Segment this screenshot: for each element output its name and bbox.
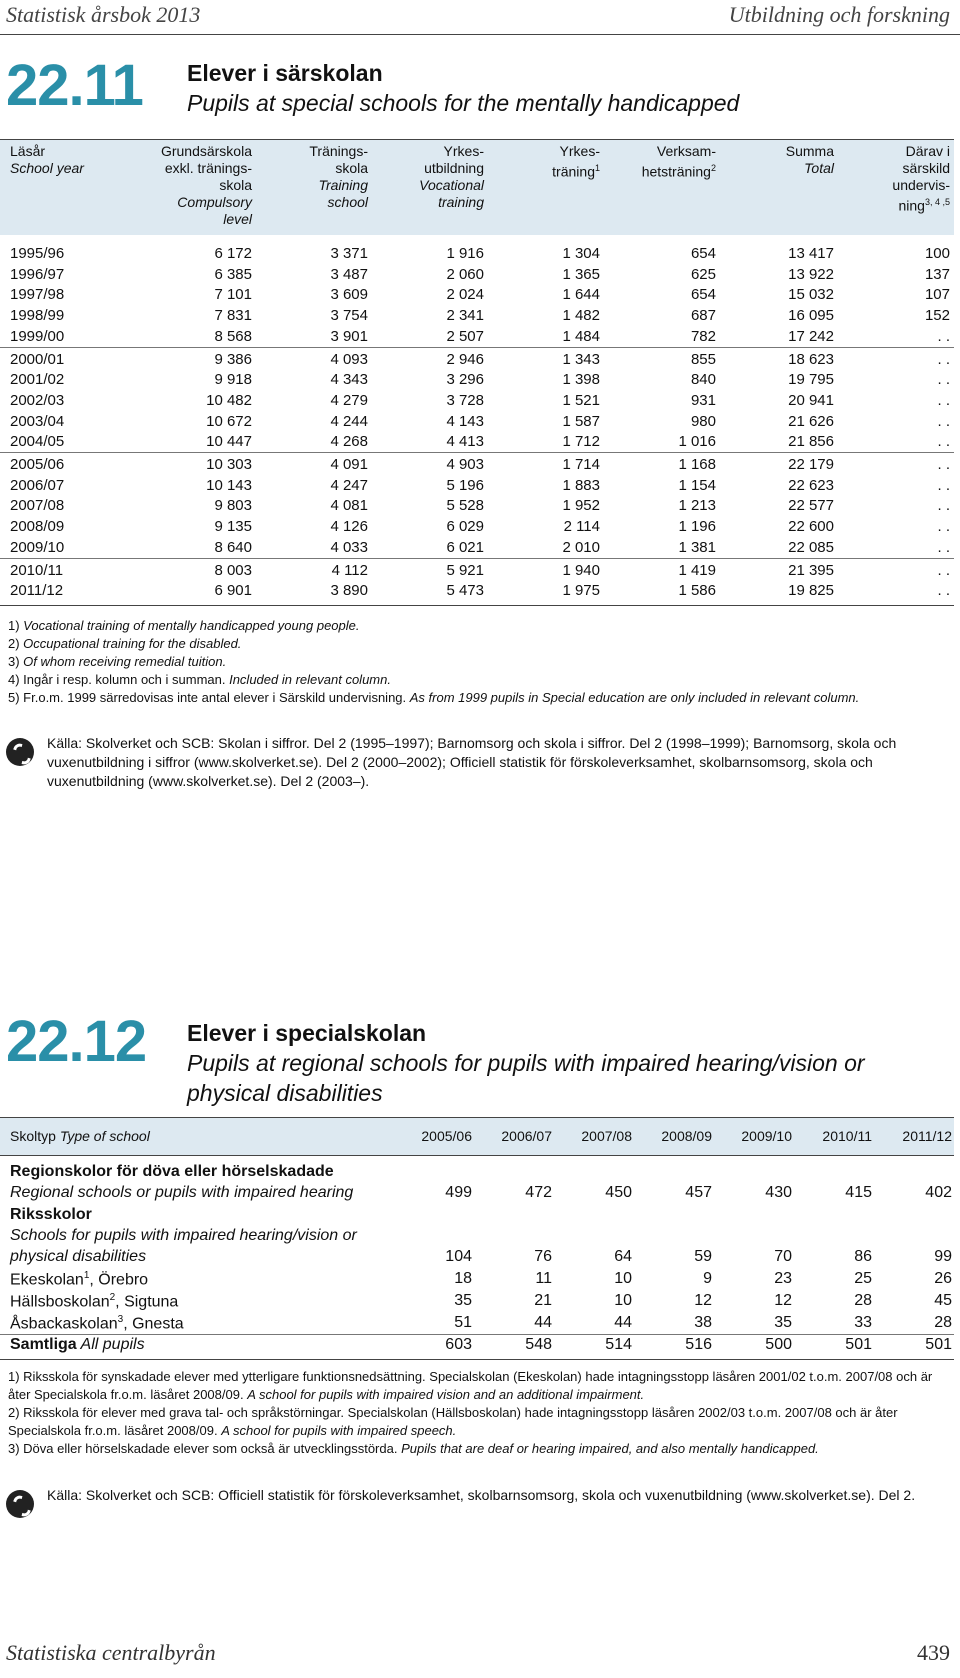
table-cell: 1 586 [678, 582, 716, 600]
table-cell: 9 135 [214, 518, 252, 536]
row-label: 2000/01 [10, 350, 65, 368]
row-label: 2010/11 [10, 561, 64, 579]
table-cell: 548 [525, 1336, 552, 1353]
col-header-year: 2011/12 [902, 1128, 952, 1144]
table-cell: 1 196 [678, 518, 716, 536]
row-label: 1996/97 [10, 265, 65, 283]
table-cell: 21 626 [788, 412, 834, 430]
table-header [0, 139, 954, 235]
table-row [0, 475, 954, 496]
table-cell: 64 [614, 1248, 632, 1265]
row-label: 2006/07 [10, 476, 65, 494]
table-cell: 86 [854, 1248, 872, 1265]
col-header-year: 2010/11 [822, 1128, 872, 1144]
table-cell: 51 [454, 1314, 472, 1331]
table-cell: 6 021 [446, 538, 484, 556]
table-cell: 3 754 [330, 307, 368, 325]
table-row [0, 454, 954, 475]
table-cell: 654 [690, 245, 716, 262]
table-cell: 4 112 [331, 561, 368, 579]
table-cell: 10 303 [206, 456, 252, 473]
table-cell: 3 609 [330, 286, 368, 304]
table-cell: 16 095 [788, 307, 834, 325]
table-cell: 5 528 [446, 497, 484, 515]
table-cell: 1 365 [562, 265, 600, 283]
table-cell: 13 922 [788, 265, 834, 283]
table-cell: 104 [445, 1248, 472, 1265]
row-label: physical disabilities [10, 1248, 147, 1265]
group-separator [0, 558, 954, 559]
table-row [0, 411, 954, 432]
table-cell: . . [937, 456, 950, 473]
table-cell: 516 [685, 1336, 712, 1353]
table-cell: 10 [614, 1292, 632, 1309]
table-cell: 9 386 [214, 350, 252, 368]
table-cell: 2 341 [446, 307, 484, 325]
table-cell: 19 825 [788, 582, 834, 600]
col-header-school-year: Läsår School year [10, 143, 84, 176]
table-cell: 5 473 [446, 582, 484, 600]
table-cell: 3 901 [330, 327, 368, 345]
table-cell: 10 143 [206, 476, 252, 494]
table-cell: 1 587 [562, 412, 600, 430]
col-header-total: Summa Total [785, 143, 834, 176]
table-cell: 4 244 [330, 412, 368, 430]
table-title-en-2: Pupils at regional schools for pupils with impaired hearing/vision or physical disabilities [187, 1050, 865, 1106]
row-label: 2008/09 [10, 518, 65, 536]
table-cell: 4 413 [446, 433, 484, 451]
table-cell: 840 [690, 371, 716, 389]
table-bottom-rule [0, 605, 954, 606]
table-cell: . . [937, 412, 950, 430]
table-cell: 2 946 [446, 350, 484, 368]
table-cell: 1 213 [678, 497, 716, 515]
row-label: 2001/02 [10, 371, 65, 389]
table-row [0, 284, 954, 305]
table-cell: 500 [765, 1336, 792, 1353]
table-cell: 21 [534, 1292, 552, 1309]
source-icon [6, 738, 34, 766]
table-cell: 7 831 [214, 307, 252, 325]
table-cell: 4 247 [330, 476, 368, 494]
table-cell: 28 [934, 1314, 952, 1331]
table-cell: 4 081 [330, 497, 368, 515]
table-cell: 107 [924, 286, 950, 304]
table-cell: 1 916 [446, 245, 484, 262]
table-cell: 3 890 [330, 582, 368, 600]
row-label: Regionskolor för döva eller hörselskadade [10, 1163, 334, 1180]
table-cell: 654 [690, 286, 716, 304]
table-cell: 19 795 [788, 371, 834, 389]
table-cell: 499 [445, 1184, 472, 1201]
row-label: Samtliga All pupils [10, 1336, 145, 1353]
table-cell: 1 644 [562, 286, 600, 304]
table-cell: 472 [525, 1184, 552, 1201]
table-cell: 22 179 [788, 456, 834, 473]
table-row [0, 580, 954, 601]
table-cell: 415 [845, 1184, 872, 1201]
table-cell: 3 487 [330, 265, 368, 283]
table-cell: 855 [690, 350, 716, 368]
table-cell: . . [937, 476, 950, 494]
group-separator [0, 347, 954, 348]
table-number: 22.11 [6, 53, 143, 118]
table-cell: 980 [690, 412, 716, 430]
table-header-2 [0, 1117, 954, 1156]
col-header-vocational: Yrkes- utbildning Vocational training [419, 143, 484, 210]
table-cell: 22 085 [788, 538, 834, 556]
table-cell: 10 447 [206, 433, 252, 451]
table-cell: 1 940 [562, 561, 600, 579]
row-label: Riksskolor [10, 1206, 92, 1223]
table-number-2: 22.12 [6, 1009, 147, 1074]
row-label: Åsbackaskolan$^3$, Gnesta [10, 1314, 184, 1333]
table-row [0, 516, 954, 537]
table-row [0, 537, 954, 558]
table-cell: . . [937, 350, 950, 368]
col-header-year: 2006/07 [501, 1128, 552, 1144]
total-separator [0, 1334, 954, 1335]
table-cell: 430 [765, 1184, 792, 1201]
row-label: 2003/04 [10, 412, 65, 430]
table-cell: 6 029 [446, 518, 484, 536]
table-row [0, 326, 954, 347]
table-cell: 1 016 [678, 433, 716, 451]
table-cell: 1 304 [562, 245, 600, 262]
table-cell: 1 482 [562, 307, 600, 325]
table-cell: 44 [534, 1314, 552, 1331]
col-header-compulsory: Grundsärskola exkl. tränings- skola Compulsory level [160, 143, 252, 227]
row-label: Regional schools or pupils with impaired hearing [10, 1184, 354, 1201]
header-rule [0, 34, 960, 35]
col-header-year: 2005/06 [421, 1128, 472, 1144]
table-cell: 4 143 [446, 412, 484, 430]
table-cell: 10 482 [206, 391, 252, 409]
footnote: 1) Vocational training of mentally handicapped young people. [8, 618, 360, 633]
footnote: 3) Of whom receiving remedial tuition. [8, 654, 227, 669]
table-cell: 625 [690, 265, 716, 283]
source-text: Källa: Skolverket och SCB: Skolan i siffror. Del 2 (1995–1997); Barnomsorg och skola i siffror. Del 2 (1998–1999); Barnomsorg, skola och vuxenutbildning i siffror (www.skolverket.se). Del 2 (2000–2002); Officiell statistik för förskoleverksamhet, skolbarnsomsorg, skola och vuxenutbildning (www.skolverket.se). Del 2 (2003–). [47, 735, 897, 789]
table-cell: 35 [454, 1292, 472, 1309]
table-cell: 1 398 [562, 371, 600, 389]
table-cell: 1 712 [562, 433, 600, 451]
table-cell: 1 952 [562, 497, 600, 515]
row-label: Ekeskolan$^1$, Örebro [10, 1270, 149, 1289]
table-row [0, 431, 954, 452]
table-cell: . . [937, 371, 950, 389]
col-header-year: 2007/08 [581, 1128, 632, 1144]
col-header-training: Tränings- skola Training school [309, 143, 368, 210]
table-cell: 4 093 [330, 350, 368, 368]
table-cell: 21 395 [788, 561, 834, 579]
table-cell: 4 343 [330, 371, 368, 389]
table-cell: 9 803 [214, 497, 252, 515]
table-cell: . . [937, 538, 950, 556]
running-header [0, 0, 960, 40]
table-cell: 2 507 [446, 327, 484, 345]
table-bottom-rule-2 [0, 1359, 954, 1360]
table-cell: 45 [934, 1292, 952, 1309]
table-cell: 22 600 [788, 518, 834, 536]
table-row [0, 264, 954, 285]
table-cell: 1 484 [562, 327, 600, 345]
table-cell: 35 [774, 1314, 792, 1331]
col-header-year: 2009/10 [741, 1128, 792, 1144]
row-label: Schools for pupils with impaired hearing/vision or [10, 1227, 357, 1244]
table-cell: 4 903 [446, 456, 484, 473]
table-cell: . . [937, 561, 950, 579]
table-cell: 152 [924, 307, 950, 325]
table-cell: 501 [925, 1336, 952, 1353]
table-cell: 2 060 [446, 265, 484, 283]
row-label: 1995/96 [10, 245, 65, 262]
table-cell: 38 [694, 1314, 712, 1331]
row-label: 2004/05 [10, 433, 65, 451]
table-cell: 1 714 [562, 456, 600, 473]
table-cell: 22 577 [788, 497, 834, 515]
table-cell: 10 672 [206, 412, 252, 430]
table-cell: 1 168 [678, 456, 716, 473]
table-cell: 4 091 [330, 456, 368, 473]
row-label: 2007/08 [10, 497, 65, 515]
table-cell: 1 154 [678, 476, 716, 494]
table-cell: 76 [534, 1248, 552, 1265]
publisher: Statistiska centralbyrån [6, 1640, 216, 1665]
table-cell: 2 114 [563, 518, 600, 536]
table-cell: 44 [614, 1314, 632, 1331]
footnote: 1) Riksskola för synskadade elever med ytterligare funktionsnedsättning. Specialskolan (Ekeskolan) hade intagningsstopp läsåren 2001/02 t.o.m. 2007/08 och är åter Specialskola fr.o.m. läsåret 2008/09. A school for pupils with impaired vision and an additional impairment. [8, 1369, 933, 1402]
table-cell: 18 623 [788, 350, 834, 368]
table-title-sv-2: Elever i specialskolan [187, 1020, 427, 1046]
footnote: 2) Occupational training for the disabled. [8, 636, 242, 651]
table-cell: 3 371 [330, 245, 368, 262]
table-cell: 4 033 [330, 538, 368, 556]
table-cell: 12 [774, 1292, 792, 1309]
table-cell: 59 [694, 1248, 712, 1265]
table-title-en: Pupils at special schools for the mentally handicapped [187, 90, 740, 116]
table-cell: 33 [854, 1314, 872, 1331]
table-cell: 17 242 [788, 327, 834, 345]
col-header-year: 2008/09 [661, 1128, 712, 1144]
table-cell: 6 172 [214, 245, 252, 262]
table-cell: 4 126 [330, 518, 368, 536]
footnote: 4) Ingår i resp. kolumn och i summan. Included in relevant column. [8, 672, 391, 687]
row-label: 1998/99 [10, 307, 65, 325]
table-cell: 3 296 [446, 371, 484, 389]
row-label: 2005/06 [10, 456, 65, 473]
table-cell: 3 728 [446, 391, 484, 409]
table-cell: 8 568 [214, 327, 252, 345]
table-cell: 10 [614, 1270, 632, 1287]
table-cell: 4 268 [330, 433, 368, 451]
table-title-sv: Elever i särskolan [187, 60, 383, 86]
table-cell: 18 [454, 1270, 472, 1287]
table-cell: 21 856 [788, 433, 834, 451]
table-cell: 5 921 [446, 561, 484, 579]
table-cell: . . [937, 518, 950, 536]
table-cell: 15 032 [788, 286, 834, 304]
table-cell: 687 [690, 307, 716, 325]
table-cell: . . [937, 433, 950, 451]
table-cell: 402 [925, 1184, 952, 1201]
col-header-yrkestraning: Yrkes- träning$^1$ [552, 143, 600, 180]
page-number: 439 [917, 1640, 950, 1665]
table-cell: 99 [934, 1248, 952, 1265]
table-cell: 20 941 [788, 391, 834, 409]
table-cell: 782 [690, 327, 716, 345]
table-cell: 2 024 [446, 286, 484, 304]
table-row [0, 495, 954, 516]
table-cell: . . [937, 497, 950, 515]
yearbook-title: Statistisk årsbok 2013 [6, 2, 201, 27]
table-cell: 28 [854, 1292, 872, 1309]
table-cell: 100 [924, 245, 950, 262]
table-cell: 6 901 [214, 582, 252, 600]
table-row [0, 243, 954, 264]
row-label: 2009/10 [10, 538, 65, 556]
table-cell: 25 [854, 1270, 872, 1287]
table-cell: 1 521 [562, 391, 600, 409]
table-row [0, 390, 954, 411]
col-header-verksamhet: Verksam- hetsträning$^2$ [641, 143, 716, 180]
table-cell: 70 [774, 1248, 792, 1265]
table-cell: 13 417 [788, 245, 834, 262]
table-cell: 6 385 [214, 265, 252, 283]
table-row [0, 560, 954, 581]
footnote: 5) Fr.o.m. 1999 särredovisas inte antal elever i Särskild undervisning. As from 1999 pupils in Special education are only included in relevant column. [8, 690, 860, 705]
table-cell: . . [937, 327, 950, 345]
table-cell: 22 623 [788, 476, 834, 494]
table-cell: 1 381 [678, 538, 716, 556]
table-cell: 603 [445, 1336, 472, 1353]
table-cell: 1 419 [678, 561, 716, 579]
col-header-special-education: Därav i särskild undervis- ning$^{3, 4 ,5}$ [892, 143, 950, 214]
row-label: 2002/03 [10, 391, 65, 409]
row-label: 1999/00 [10, 327, 65, 345]
table-cell: 9 [703, 1270, 712, 1287]
table-cell: 4 279 [330, 391, 368, 409]
table-cell: 137 [924, 265, 950, 283]
table-row [0, 369, 954, 390]
table-cell: 1 975 [562, 582, 600, 600]
group-separator [0, 452, 954, 453]
row-label: 1997/98 [10, 286, 65, 304]
source-icon-2 [6, 1490, 34, 1518]
table-cell: 26 [934, 1270, 952, 1287]
col-header-school-type: Skoltyp Type of school [10, 1128, 150, 1144]
table-cell: 501 [845, 1336, 872, 1353]
footnote: 2) Riksskola för elever med grava tal- och språkstörningar. Specialskolan (Hällsboskolan) hade intagningsstopp läsåren 2002/03 t.o.m. 2007/08 och är åter Specialskola fr.o.m. läsåret 2008/09. A school for pupils with impaired speech. [8, 1405, 898, 1438]
row-label: 2011/12 [10, 582, 64, 600]
table-cell: 1 343 [562, 350, 600, 368]
source-text-2: Källa: Skolverket och SCB: Officiell statistik för förskoleverksamhet, skolbarnsomsorg, skola och vuxenutbildning (www.skolverket.se). Del 2. [47, 1487, 916, 1503]
table-row [0, 305, 954, 326]
table-row [0, 349, 954, 370]
table-cell: 457 [685, 1184, 712, 1201]
table-cell: 8 640 [214, 538, 252, 556]
table-cell: . . [937, 391, 950, 409]
table-cell: 1 883 [562, 476, 600, 494]
table-cell: 514 [605, 1336, 632, 1353]
table-cell: 9 918 [214, 371, 252, 389]
table-cell: 11 [535, 1270, 552, 1287]
chapter-title: Utbildning och forskning [728, 2, 950, 27]
table-cell: 23 [774, 1270, 792, 1287]
table-cell: 931 [690, 391, 716, 409]
table-cell: 8 003 [214, 561, 252, 579]
footnote: 3) Döva eller hörselskadade elever som också är utvecklingsstörda. Pupils that are deaf or hearing impaired, and also mentally handicapped. [8, 1441, 819, 1456]
table-cell: 12 [694, 1292, 712, 1309]
table-cell: . . [937, 582, 950, 600]
table-cell: 450 [605, 1184, 632, 1201]
table-cell: 2 010 [562, 538, 600, 556]
table-cell: 7 101 [214, 286, 252, 304]
table-cell: 5 196 [446, 476, 484, 494]
row-label: Hällsboskolan$^2$, Sigtuna [10, 1292, 179, 1311]
